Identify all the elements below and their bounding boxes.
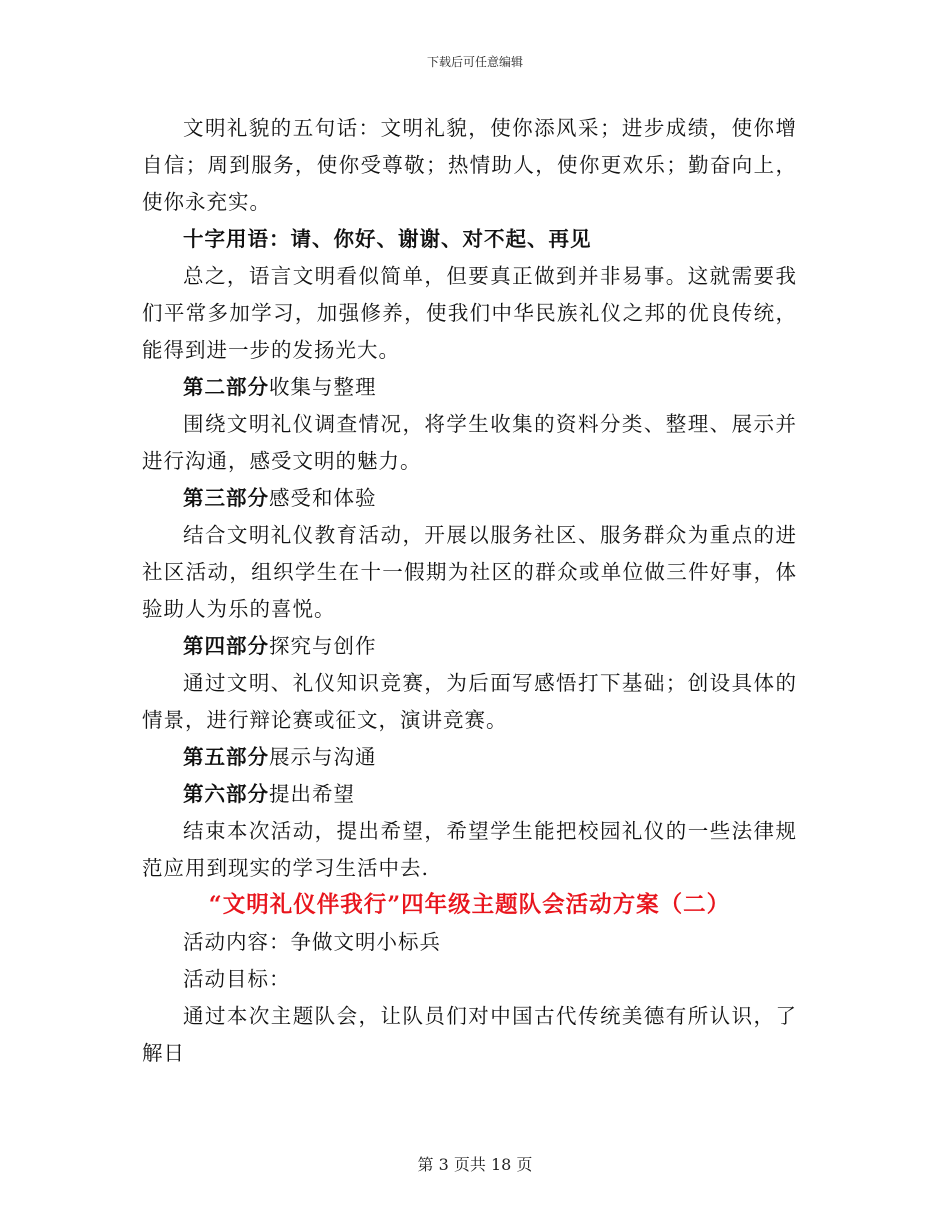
section-part-six: [142, 776, 797, 813]
section-part-four: [142, 628, 797, 665]
part-five-label: 第五部分: [183, 745, 269, 769]
activity-content: 活动内容：争做文明小标兵: [183, 930, 441, 954]
paragraph-ten-words: 十字用语：请、你好、谢谢、对不起、再见: [183, 227, 592, 251]
section-part-three: [142, 480, 797, 517]
activity-goal-text: 通过本次主题队会，让队员们对中国古代传统美德有所认识，了解日: [142, 1004, 797, 1065]
part-two-label: 第二部分: [183, 375, 269, 399]
part-three-title: 感受和体验: [269, 486, 377, 510]
paragraph-part-two: 围绕文明礼仪调查情况，将学生收集的资料分类、整理、展示并进行沟通，感受文明的魅力。: [142, 412, 797, 473]
part-five-title: 展示与沟通: [269, 745, 377, 769]
section-part-five: [142, 739, 797, 776]
part-three-label: 第三部分: [183, 486, 269, 510]
paragraph-five-phrases: 文明礼貌的五句话：文明礼貌，使你添风采；进步成绩，使你增自信；周到服务，使你受尊敬；热情助人，使你更欢乐；勤奋向上，使你永充实。: [142, 116, 797, 214]
plan-two-heading: “文明礼仪伴我行”四年级主题队会活动方案（二）: [208, 892, 731, 918]
part-four-label: 第四部分: [183, 634, 269, 658]
part-two-title: 收集与整理: [269, 375, 377, 399]
paragraph-part-four: 通过文明、礼仪知识竞赛，为后面写感悟打下基础；创设具体的情景，进行辩论赛或征文，演讲竞赛。: [142, 671, 797, 732]
page-number: 第 3 页共 18 页: [417, 1155, 533, 1174]
part-six-title: 提出希望: [269, 782, 355, 806]
part-four-title: 探究与创作: [269, 634, 377, 658]
paragraph-summary: 总之，语言文明看似简单，但要真正做到并非易事。这就需要我们平常多加学习，加强修养，使我们中华民族礼仪之邦的优良传统，能得到进一步的发扬光大。: [142, 264, 797, 362]
part-six-label: 第六部分: [183, 782, 269, 806]
activity-goal-label: 活动目标：: [183, 967, 291, 991]
paragraph-part-six: 结束本次活动，提出希望，希望学生能把校园礼仪的一些法律规范应用到现实的学习生活中去.: [142, 819, 797, 880]
paragraph-part-three: 结合文明礼仪教育活动，开展以服务社区、服务群众为重点的进社区活动，组织学生在十一假期为社区的群众或单位做三件好事，体验助人为乐的喜悦。: [142, 523, 797, 621]
document-body: [142, 110, 797, 1072]
header-note: 下载后可任意编辑: [426, 55, 523, 69]
section-part-two: [142, 369, 797, 406]
